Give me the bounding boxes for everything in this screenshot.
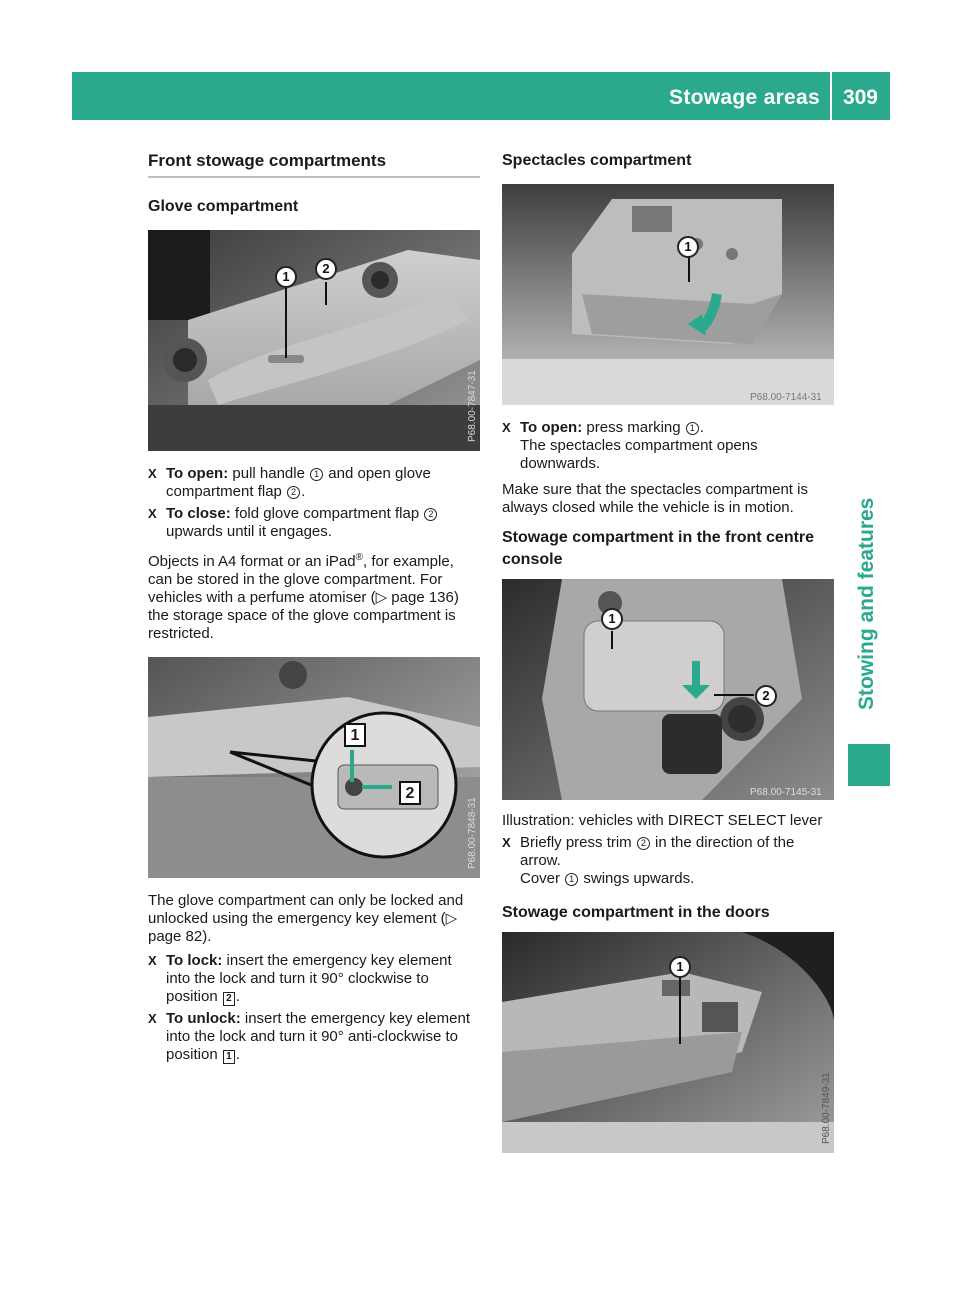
bullet-icon: X [502, 420, 511, 435]
bullet-icon: X [148, 1011, 157, 1026]
unlock-step: X To unlock: insert the emergency key element into the lock and turn it 90° anti-clockwise to position 1 . [148, 1010, 470, 1063]
spectacles-open-step: X To open: press marking 1 . The spectacles compartment opens downwards. [502, 419, 758, 472]
bullet-icon: X [148, 466, 157, 481]
glove-lock-figure [148, 657, 480, 878]
glove-figure [148, 230, 480, 451]
side-tab-marker [848, 744, 890, 786]
boxed-1-icon: 1 [223, 1050, 235, 1064]
callout-2: 2 [755, 685, 777, 707]
glove-close-step: X To close: fold glove compartment flap 2 upwards until it engages. [148, 505, 480, 541]
circled-2-icon: 2 [287, 486, 300, 499]
page-reference-link[interactable]: ▷ page 136 [375, 589, 454, 606]
circled-2-icon: 2 [424, 508, 437, 521]
glove-title: Glove compartment [148, 198, 299, 215]
position-box-1: 1 [344, 723, 366, 747]
bullet-icon: X [148, 506, 157, 521]
side-tab-label: Stowing and features [855, 497, 878, 710]
callout-1: 1 [601, 608, 623, 630]
callout-2: 2 [315, 258, 337, 280]
centre-console-figure [502, 579, 834, 800]
circled-1-icon: 1 [565, 873, 578, 886]
spectacles-paragraph: Make sure that the spectacles compartment is always closed while the vehicle is in motion. [502, 481, 808, 516]
trim-step: X Briefly press trim 2 in the direction of the arrow. Cover 1 swings upwards. [502, 834, 795, 887]
figure-code: P68.00-7144-31 [750, 392, 822, 403]
lock-step: X To lock: insert the emergency key element into the lock and turn it 90° clockwise to position 2 . [148, 952, 452, 1005]
doors-title: Stowage compartment in the doors [502, 904, 770, 921]
figure-code: P68.00-7847-31 [467, 370, 478, 442]
right-column [502, 150, 834, 1153]
bullet-icon: X [502, 835, 511, 850]
illustration-note: Illustration: vehicles with DIRECT SELECT lever [502, 812, 823, 829]
header-divider [830, 72, 832, 120]
circled-1-icon: 1 [686, 422, 699, 435]
doors-figure [502, 932, 834, 1153]
side-tab [848, 120, 890, 732]
lock-paragraph: The glove compartment can only be locked and unlocked using the emergency key element (▷ page 82). [148, 892, 464, 945]
spectacles-title: Spectacles compartment [502, 152, 692, 169]
position-box-2: 2 [399, 781, 421, 805]
circled-1-icon: 1 [310, 468, 323, 481]
spectacles-figure [502, 184, 834, 405]
bullet-icon: X [148, 953, 157, 968]
boxed-2-icon: 2 [223, 992, 235, 1006]
callout-1: 1 [669, 956, 691, 978]
glove-open-step: X To open: pull handle 1 and open glove compartment flap 2 . [148, 465, 431, 500]
left-column [148, 150, 480, 1064]
figure-code: P68.00-7848-31 [467, 797, 478, 869]
figure-code: P68.00-7849-31 [821, 1072, 832, 1144]
ipad-paragraph: Objects in A4 format or an iPad®, for example, can be stored in the glove compartment. For vehicles with a perfume atomiser (▷ page 136) the storage space of the glove compartment is restricted. [148, 552, 459, 642]
page-reference-link[interactable]: ▷ page 82 [148, 910, 458, 945]
header-section-title: Stowage areas [669, 86, 820, 109]
section-title: Front stowage compartments [148, 150, 480, 178]
callout-1: 1 [677, 236, 699, 258]
page-number: 309 [842, 86, 878, 109]
figure-code: P68.00-7145-31 [750, 787, 822, 798]
header-bar [72, 72, 890, 120]
centre-console-title: Stowage compartment in the front centre console [502, 529, 815, 568]
callout-1: 1 [275, 266, 297, 288]
circled-2-icon: 2 [637, 837, 650, 850]
